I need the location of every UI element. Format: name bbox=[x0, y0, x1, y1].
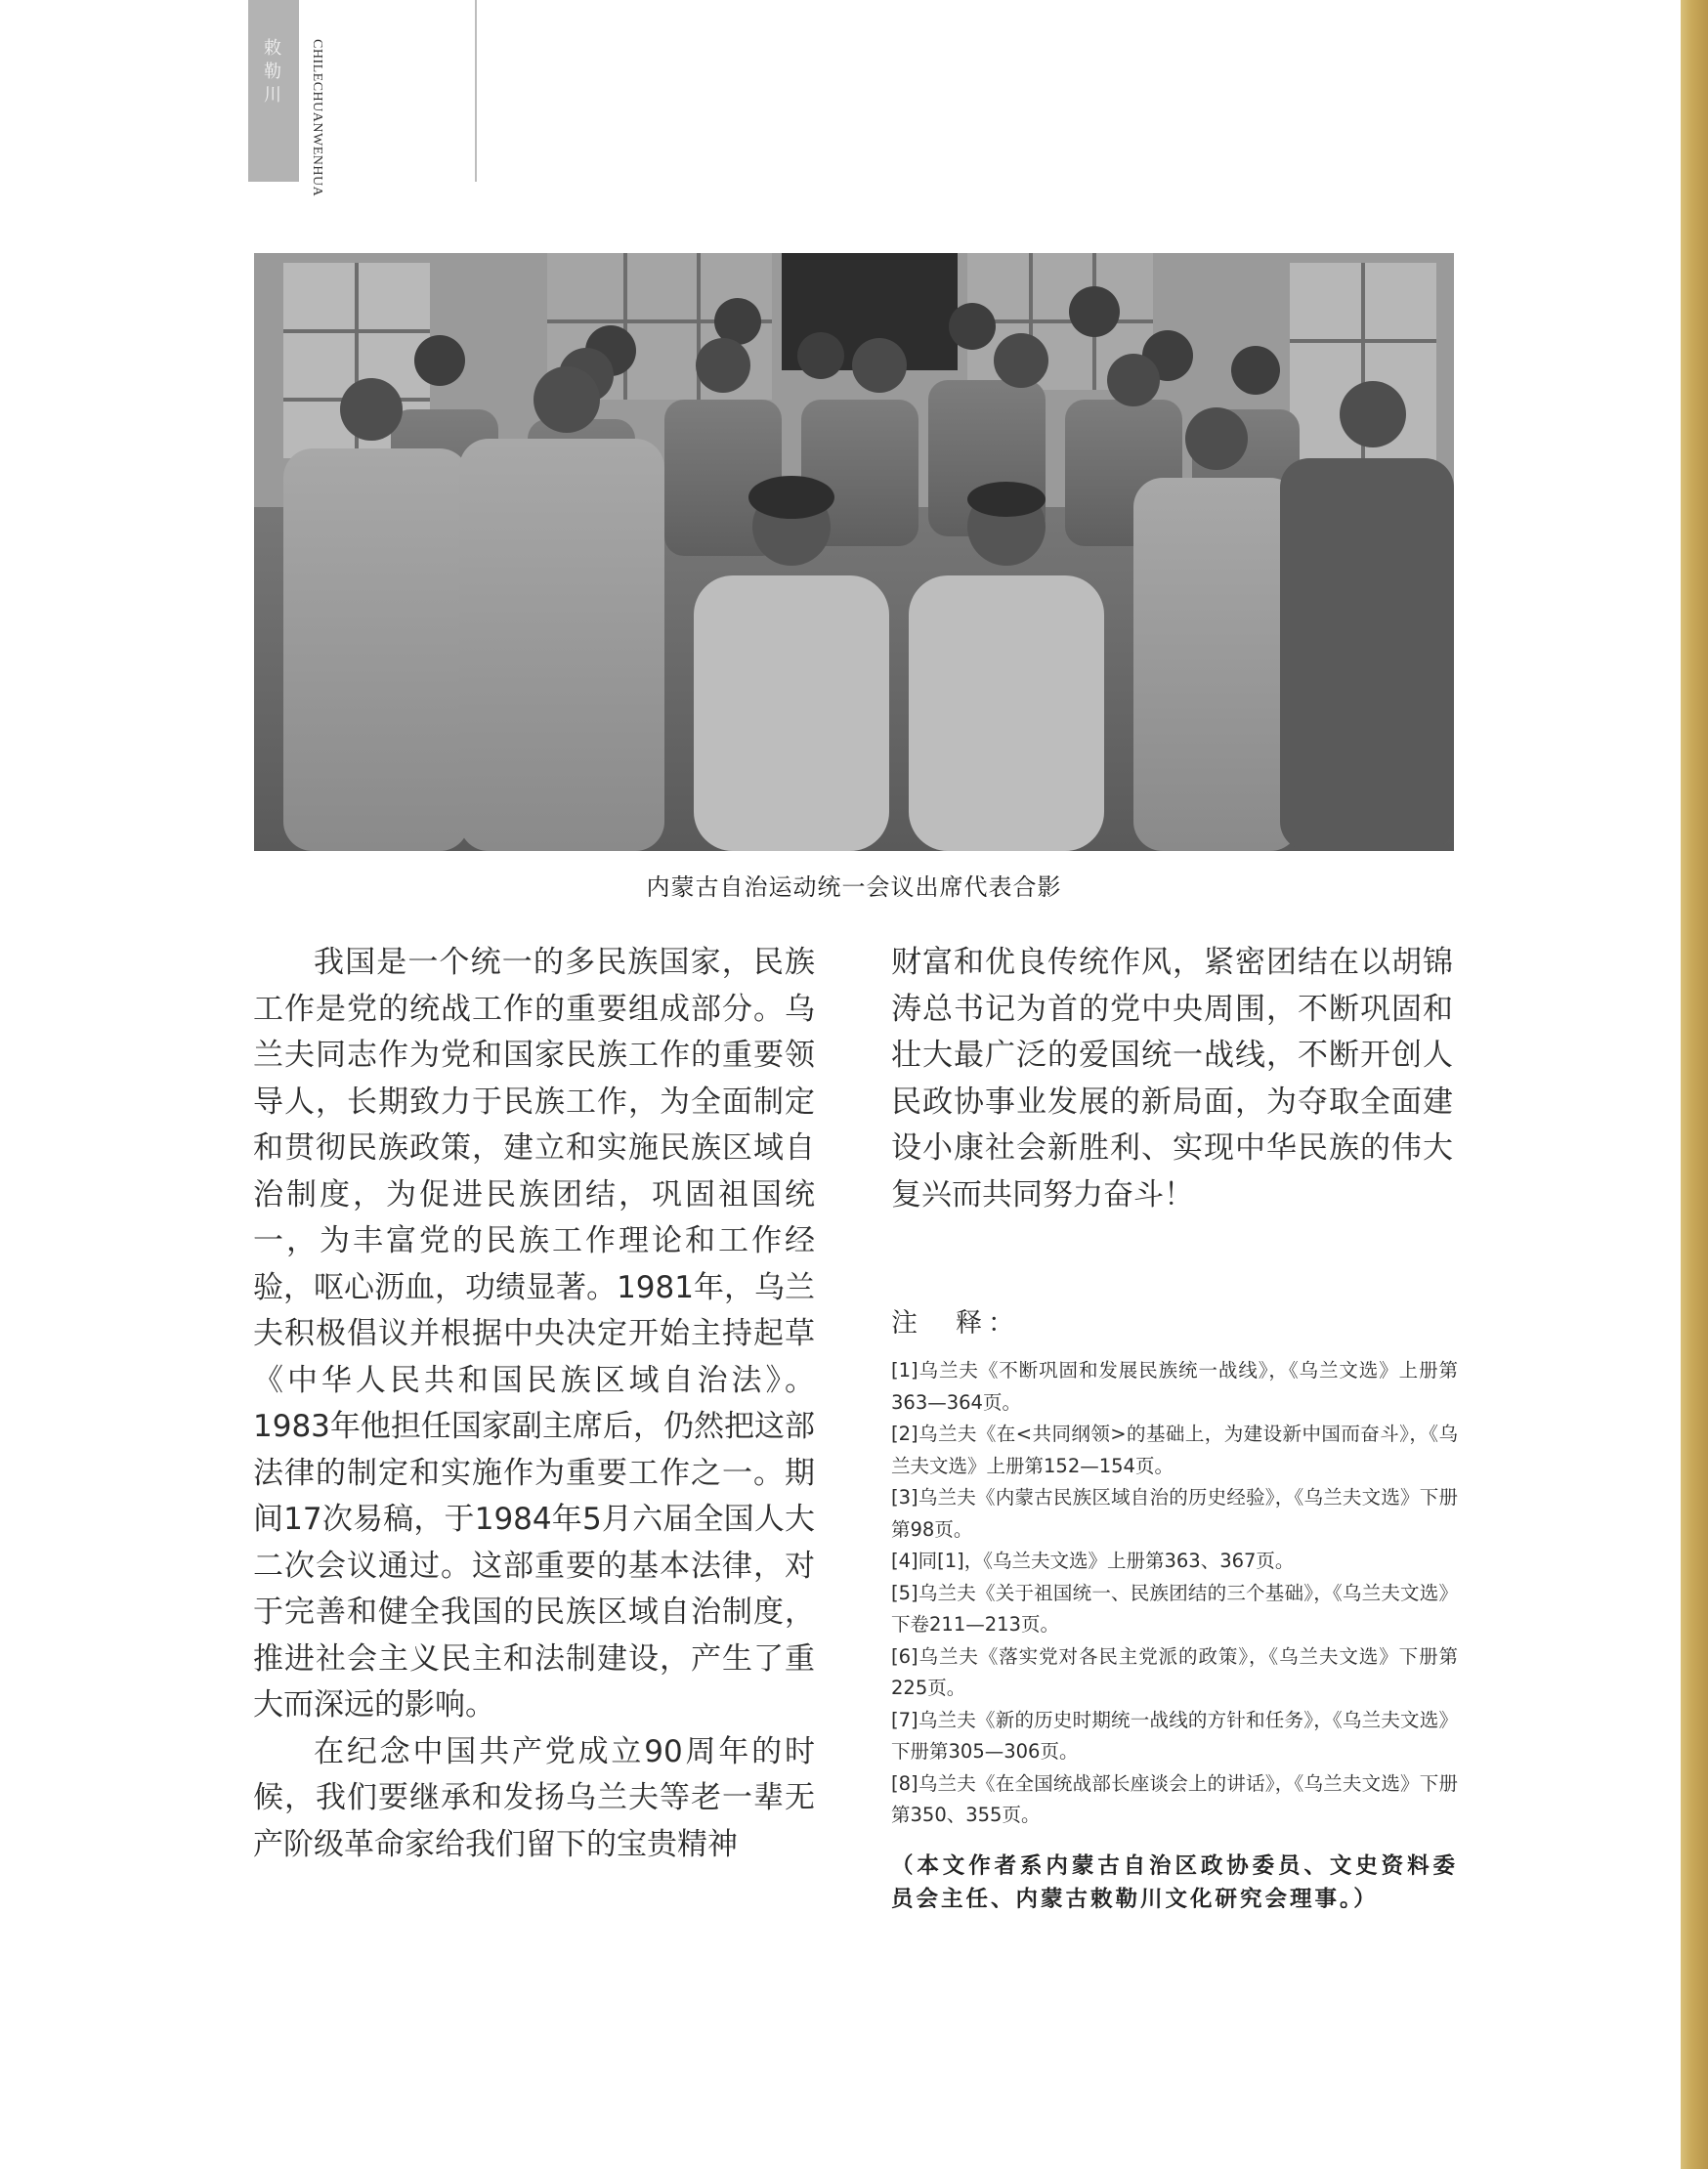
magazine-logo: 敕勒川 bbox=[264, 38, 281, 106]
footnotes bbox=[891, 1301, 1458, 1916]
footnotes-title: 注 释： bbox=[891, 1308, 1020, 1339]
article-paragraph: 财富和优良传统作风，紧密团结在以胡锦涛总书记为首的党中央周围，不断巩固和壮大最广泛的爱国统一战线，不断开创人民政协事业发展的新局面，为夺取全面建设小康社会新胜利、实现中华民族的伟大复兴而共同努力奋斗！ bbox=[891, 945, 1453, 1212]
footnote-item: [3]乌兰夫《内蒙古民族区域自治的历史经验》，《乌兰夫文选》下册第98页。 bbox=[891, 1486, 1458, 1541]
article-paragraph: 我国是一个统一的多民族国家，民族工作是党的统战工作的重要组成部分。乌兰夫同志作为党和国家民族工作的重要领导人，长期致力于民族工作，为全面制定和贯彻民族政策，建立和实施民族区域自治制度，为促进民族团结，巩固祖国统一，为丰富党的民族工作理论和工作经验，呕心沥血，功绩显著。1981年，乌兰夫积极倡议并根据中央决定开始主持起草《中华人民共和国民族区域自治法》。1983年他担任国家副主席后，仍然把这部法律的制定和实施作为重要工作之一。期间17次易稿，于1984年5月六届全国人大二次会议通过。这部重要的基本法律，对于完善和健全我国的民族区域自治制度，推进社会主义民主和法制建设，产生了重大而深远的影响。 bbox=[253, 945, 815, 1722]
header-divider bbox=[475, 0, 477, 182]
footnote-item: [4]同[1]，《乌兰夫文选》上册第363、367页。 bbox=[891, 1550, 1295, 1572]
author-byline: （本文作者系内蒙古自治区政协委员、文史资料委员会主任、内蒙古敕勒川文化研究会理事。） bbox=[891, 1852, 1458, 1912]
footnote-item: [2]乌兰夫《在<共同纲领>的基础上，为建设新中国而奋斗》，《乌兰夫文选》上册第152—154页。 bbox=[891, 1423, 1458, 1477]
group-photo bbox=[254, 253, 1454, 851]
article-column-right bbox=[891, 940, 1453, 1218]
page-edge-decoration bbox=[1681, 0, 1708, 2169]
footnote-item: [7]乌兰夫《新的历史时期统一战线的方针和任务》，《乌兰夫文选》下册第305—306页。 bbox=[891, 1708, 1458, 1763]
footnote-item: [1]乌兰夫《不断巩固和发展民族统一战线》，《乌兰文选》上册第363—364页。 bbox=[891, 1359, 1458, 1414]
footnote-item: [8]乌兰夫《在全国统战部长座谈会上的讲话》，《乌兰夫文选》下册第350、355页。 bbox=[891, 1771, 1458, 1826]
footnote-item: [5]乌兰夫《关于祖国统一、民族团结的三个基础》，《乌兰夫文选》下卷211—213页。 bbox=[891, 1581, 1458, 1636]
magazine-latin-title: CHILECHUANWENHUA bbox=[310, 39, 324, 197]
photo-caption: 内蒙古自治运动统一会议出席代表合影 bbox=[646, 873, 1062, 901]
article-paragraph: 在纪念中国共产党成立90周年的时候，我们要继承和发扬乌兰夫等老一辈无产阶级革命家给我们留下的宝贵精神 bbox=[253, 1733, 815, 1862]
group-photo-image bbox=[254, 253, 1454, 851]
footnote-item: [6]乌兰夫《落实党对各民主党派的政策》，《乌兰夫文选》下册第225页。 bbox=[891, 1644, 1458, 1699]
header-tab bbox=[248, 0, 299, 182]
article-column-left bbox=[253, 940, 815, 1868]
